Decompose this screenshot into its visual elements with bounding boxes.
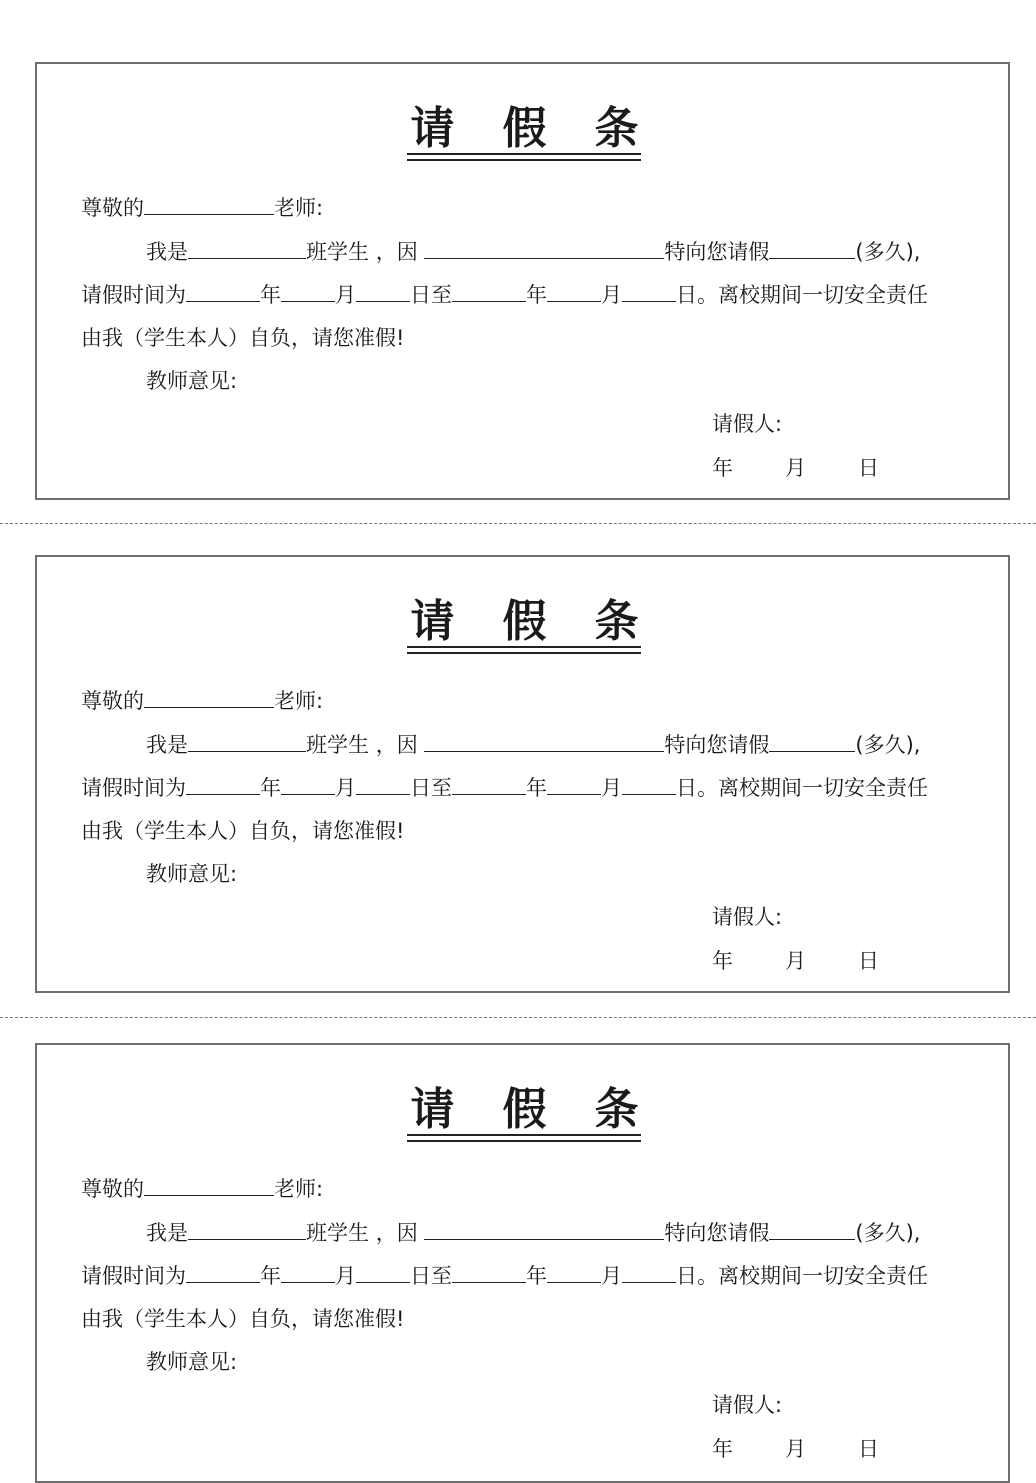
applicant-label: 请假人: bbox=[712, 412, 783, 436]
time-line: 请假时间为 年 月 日至 年 月 日。离校期间一切安全责任 bbox=[81, 772, 928, 803]
end-month-blank[interactable] bbox=[547, 1260, 601, 1283]
start-year-blank[interactable] bbox=[186, 279, 260, 302]
salutation-line: 尊敬的 老师: bbox=[81, 685, 323, 716]
responsibility-line: 由我（学生本人）自负，请您准假! bbox=[81, 326, 405, 350]
start-month-blank[interactable] bbox=[281, 772, 335, 795]
class-blank[interactable] bbox=[188, 236, 306, 259]
teacher-name-blank[interactable] bbox=[144, 685, 274, 708]
start-year-blank[interactable] bbox=[186, 1260, 260, 1283]
slip-title: 请 假 条 bbox=[410, 596, 639, 647]
teacher-opinion-label: 教师意见: bbox=[146, 862, 238, 886]
applicant-label: 请假人: bbox=[712, 905, 783, 929]
class-reason-line: 我是 班学生 ，因 特向您请假 (多久), bbox=[146, 1217, 920, 1248]
responsibility-line: 由我（学生本人）自负，请您准假! bbox=[81, 1307, 405, 1331]
responsibility-line: 由我（学生本人）自负，请您准假! bbox=[81, 819, 405, 843]
title-double-rule bbox=[407, 1134, 641, 1142]
title-double-rule bbox=[407, 646, 641, 654]
start-day-blank[interactable] bbox=[356, 1260, 410, 1283]
leave-slip-1 bbox=[35, 62, 1010, 500]
reason-blank[interactable] bbox=[424, 1217, 664, 1240]
start-day-blank[interactable] bbox=[356, 279, 410, 302]
end-year-blank[interactable] bbox=[452, 772, 526, 795]
end-day-blank[interactable] bbox=[622, 1260, 676, 1283]
duration-blank[interactable] bbox=[769, 236, 855, 259]
reason-blank[interactable] bbox=[424, 729, 664, 752]
teacher-name-blank[interactable] bbox=[144, 192, 274, 215]
class-reason-line: 我是 班学生 ，因 特向您请假 (多久), bbox=[146, 729, 920, 760]
end-day-blank[interactable] bbox=[622, 279, 676, 302]
end-month-blank[interactable] bbox=[547, 772, 601, 795]
reason-blank[interactable] bbox=[424, 236, 664, 259]
teacher-opinion-label: 教师意见: bbox=[146, 1350, 238, 1374]
start-month-blank[interactable] bbox=[281, 279, 335, 302]
slip-title: 请 假 条 bbox=[410, 103, 639, 154]
end-year-blank[interactable] bbox=[452, 1260, 526, 1283]
duration-blank[interactable] bbox=[769, 1217, 855, 1240]
class-reason-line: 我是 班学生 ，因 特向您请假 (多久), bbox=[146, 236, 920, 267]
class-blank[interactable] bbox=[188, 1217, 306, 1240]
start-year-blank[interactable] bbox=[186, 772, 260, 795]
end-month-blank[interactable] bbox=[547, 279, 601, 302]
start-day-blank[interactable] bbox=[356, 772, 410, 795]
leave-slip-2 bbox=[35, 555, 1010, 993]
date-row: 年 月 日 bbox=[712, 949, 879, 973]
applicant-label: 请假人: bbox=[712, 1393, 783, 1417]
time-line: 请假时间为 年 月 日至 年 月 日。离校期间一切安全责任 bbox=[81, 1260, 928, 1291]
duration-blank[interactable] bbox=[769, 729, 855, 752]
end-day-blank[interactable] bbox=[622, 772, 676, 795]
slip-title: 请 假 条 bbox=[410, 1084, 639, 1135]
teacher-name-blank[interactable] bbox=[144, 1173, 274, 1196]
date-row: 年 月 日 bbox=[712, 1437, 879, 1461]
time-line: 请假时间为 年 月 日至 年 月 日。离校期间一切安全责任 bbox=[81, 279, 928, 310]
start-month-blank[interactable] bbox=[281, 1260, 335, 1283]
class-blank[interactable] bbox=[188, 729, 306, 752]
teacher-opinion-label: 教师意见: bbox=[146, 369, 238, 393]
title-double-rule bbox=[407, 153, 641, 161]
cut-line bbox=[0, 1017, 1036, 1018]
end-year-blank[interactable] bbox=[452, 279, 526, 302]
cut-line bbox=[0, 523, 1036, 524]
leave-slip-3 bbox=[35, 1043, 1010, 1483]
salutation-line: 尊敬的 老师: bbox=[81, 192, 323, 223]
salutation-line: 尊敬的 老师: bbox=[81, 1173, 323, 1204]
date-row: 年 月 日 bbox=[712, 456, 879, 480]
